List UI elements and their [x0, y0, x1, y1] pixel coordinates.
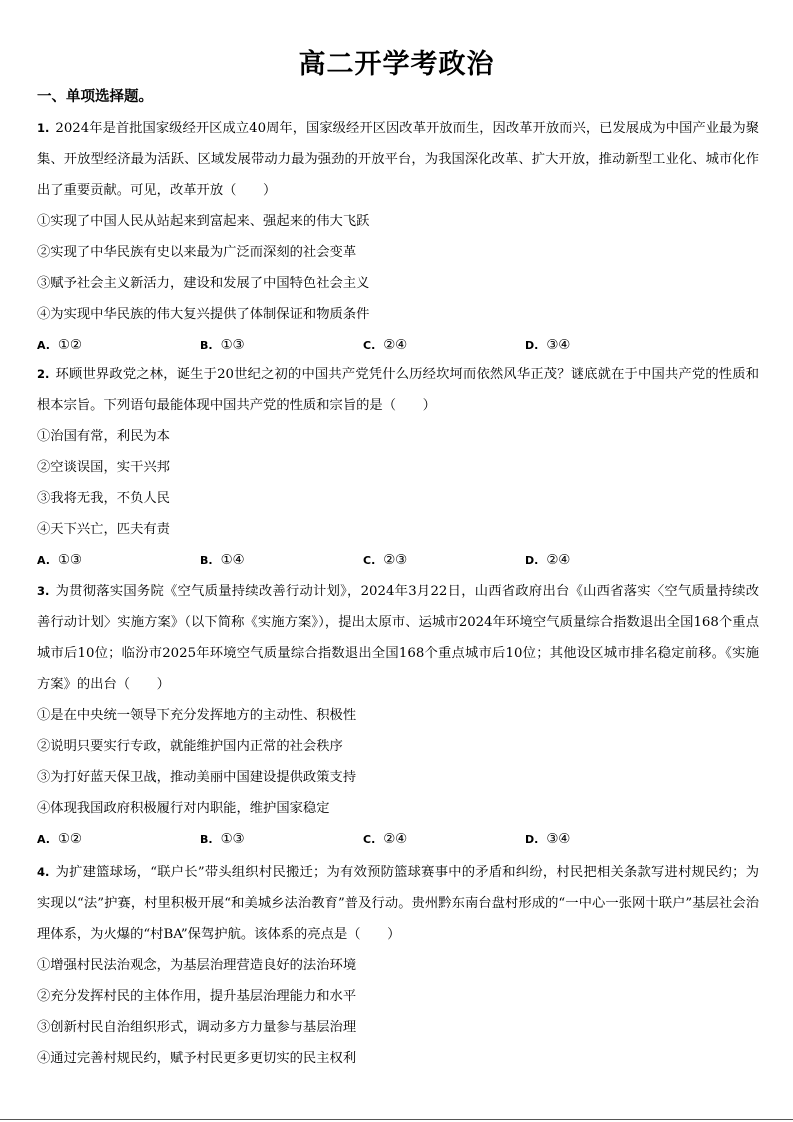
- answer-options: [37, 824, 759, 854]
- statement-3: ③为打好蓝天保卫战，推动美丽中国建设提供政策支持: [37, 770, 357, 785]
- option-a[interactable]: A. ①③: [37, 553, 82, 568]
- question-stem: [37, 113, 759, 206]
- statement-4: ④天下兴亡，匹夫有责: [37, 522, 170, 537]
- option-b[interactable]: B. ①③: [200, 338, 245, 353]
- question-stem: [37, 359, 759, 421]
- option-a[interactable]: A. ①②: [37, 338, 82, 353]
- section-heading: 一、单项选择题。: [37, 88, 153, 105]
- statement-2: ②空谈误国，实干兴邦: [37, 460, 170, 475]
- option-d[interactable]: D. ③④: [525, 338, 571, 353]
- question-4: [37, 857, 759, 1074]
- statement-4: ④体现我国政府积极履行对内职能，维护国家稳定: [37, 801, 330, 816]
- page-bottom-divider: [0, 1119, 793, 1120]
- option-c[interactable]: C. ②④: [363, 338, 408, 353]
- question-3: [37, 576, 759, 854]
- question-text: 为贯彻落实国务院《空气质量持续改善行动计划》，2024年3月22日，山西省政府出台《山西省落实〈空气质量持续改善行动计划〉实施方案》（以下简称《实施方案》），提出太原市、运城市2024年环境空气质量综合指数退出全国168个重点城市后10位；临汾市2025年环境空气质量综合指数退出全国168个重点城市后10位；其他设区城市排名稳定前移。《实施方案》的出台（ ）: [37, 584, 759, 692]
- statement-1: ①增强村民法治观念，为基层治理营造良好的法治环境: [37, 958, 357, 973]
- option-d[interactable]: D. ②④: [525, 553, 571, 568]
- option-b[interactable]: B. ①③: [200, 832, 245, 847]
- question-number: 2.: [37, 367, 50, 381]
- question-number: 1.: [37, 121, 50, 135]
- option-b[interactable]: B. ①④: [200, 553, 245, 568]
- statement-3: ③我将无我，不负人民: [37, 491, 170, 506]
- statement-1: ①治国有常，利民为本: [37, 429, 170, 444]
- question-text: 2024年是首批国家级经开区成立40周年，国家级经开区因改革开放而生，因改革开放而兴，已发展成为中国产业最为聚集、开放型经济最为活跃、区域发展带动力最为强劲的开放平台，为我国深化改革、扩大开放，推动新型工业化、城市化作出了重要贡献。可见，改革开放（ ）: [37, 121, 759, 198]
- statement-2: ②充分发挥村民的主体作用，提升基层治理能力和水平: [37, 989, 357, 1004]
- page-title: 高二开学考政治: [298, 49, 495, 80]
- statement-2: ②说明只要实行专政，就能维护国内正常的社会秩序: [37, 739, 343, 754]
- option-c[interactable]: C. ②③: [363, 553, 408, 568]
- question-2: [37, 359, 759, 575]
- question-text: 环顾世界政党之林，诞生于20世纪之初的中国共产党凭什么历经坎坷而依然风华正茂？谜底就在于中国共产党的性质和根本宗旨。下列语句最能体现中国共产党的性质和宗旨的是（ ）: [37, 367, 759, 413]
- answer-options: [37, 545, 759, 575]
- statement-4: ④为实现中华民族的伟大复兴提供了体制保证和物质条件: [37, 307, 370, 322]
- statement-3: ③赋予社会主义新活力，建设和发展了中国特色社会主义: [37, 276, 370, 291]
- option-c[interactable]: C. ②④: [363, 832, 408, 847]
- statement-4: ④通过完善村规民约，赋予村民更多更切实的民主权利: [37, 1051, 357, 1066]
- option-a[interactable]: A. ①②: [37, 832, 82, 847]
- statement-1: ①是在中央统一领导下充分发挥地方的主动性、积极性: [37, 708, 357, 723]
- statement-1: ①实现了中国人民从站起来到富起来、强起来的伟大飞跃: [37, 214, 370, 229]
- statement-2: ②实现了中华民族有史以来最为广泛而深刻的社会变革: [37, 245, 357, 260]
- answer-options: [37, 330, 759, 360]
- statement-3: ③创新村民自治组织形式，调动多方力量参与基层治理: [37, 1020, 357, 1035]
- question-number: 4.: [37, 865, 50, 879]
- question-number: 3.: [37, 584, 50, 598]
- question-stem: [37, 576, 759, 700]
- question-stem: [37, 857, 759, 950]
- question-1: [37, 113, 759, 360]
- option-d[interactable]: D. ③④: [525, 832, 571, 847]
- question-text: 为扩建篮球场，“联户长”带头组织村民搬迁；为有效预防篮球赛事中的矛盾和纠纷，村民把相关条款写进村规民约；为实现以“法”护赛，村里积极开展“和美城乡法治教育”普及行动。贵州黔东南台盘村形成的“一中心一张网十联户”基层社会治理体系，为火爆的“村BA”保驾护航。该体系的亮点是（ ）: [37, 865, 759, 942]
